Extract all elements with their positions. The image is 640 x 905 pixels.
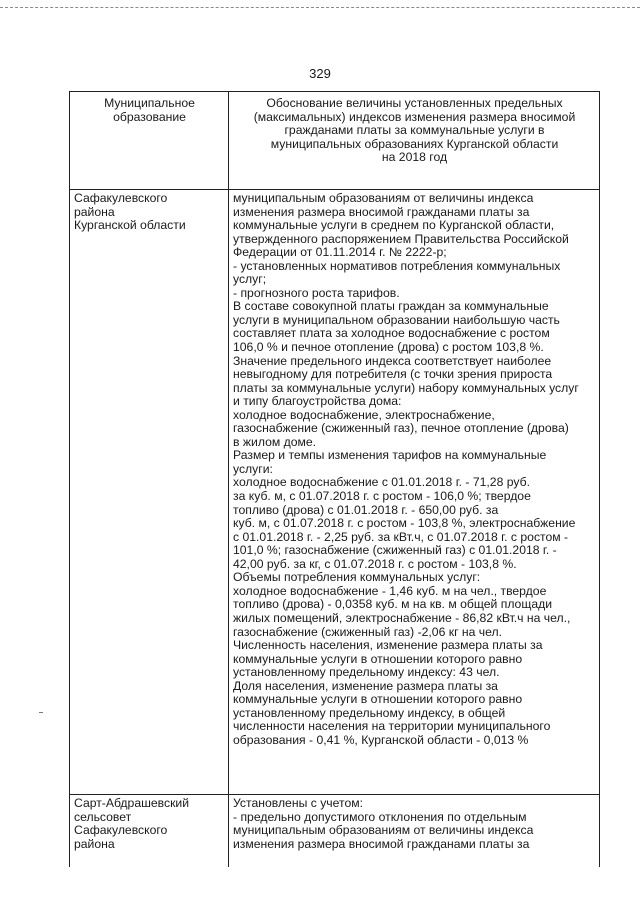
text-line: установленному предельному индексу: 43 чел.	[233, 665, 500, 680]
table-row	[70, 795, 600, 868]
text-line: изменения размера вносимой гражданами платы за	[233, 204, 530, 219]
text-line: 42,00 руб. за кг, с 01.07.2018 г. с ростом - 103,8 %.	[233, 556, 517, 571]
text-line: образования - 0,41 %, Курганской области - 0,013 %	[233, 732, 529, 747]
text-line: численности населения на территории муниципального	[233, 719, 551, 734]
justification-cell	[229, 795, 600, 868]
text-line: холодное водоснабжение, электроснабжение,	[233, 407, 495, 422]
text-line: Доля населения, изменение размера платы за	[233, 678, 498, 693]
text-line: невыгодному для потребителя (с точки зрения прироста	[233, 367, 553, 382]
header-text-line: гражданами платы за коммунальные услуги в	[284, 123, 545, 138]
header-justification	[229, 92, 600, 190]
text-line: района	[74, 204, 115, 219]
text-line: Объемы потребления коммунальных услуг:	[233, 570, 481, 585]
text-line: в жилом доме.	[233, 434, 317, 449]
text-line: изменения размера вносимой гражданами платы за	[233, 836, 530, 851]
table-row	[70, 190, 600, 795]
text-line: коммунальные услуги в среднем по Курганской области,	[233, 218, 555, 233]
header-text-line: образование	[113, 109, 186, 124]
text-line: жилых помещений, электроснабжение - 86,82 кВт.ч на чел.,	[233, 610, 571, 625]
text-line: топливо (дрова) - 0,0358 куб. м на кв. м общей площади	[233, 597, 553, 612]
text-line: платы за коммунальные услуги) набору коммунальных услуг	[233, 380, 579, 395]
text-line: составляет плата за холодное водоснабжение с ростом	[233, 326, 550, 341]
text-line: сельсовет	[74, 809, 132, 824]
text-line: услуги в муниципальном образовании наибольшую часть	[233, 312, 560, 327]
text-line: коммунальные услуги в отношении которого равно	[233, 651, 523, 666]
text-line: за куб. м, с 01.07.2018 г. с ростом - 106,0 %; твердое	[233, 489, 531, 504]
text-line: Значение предельного индекса соответствует наиболее	[233, 353, 552, 368]
text-line: холодное водоснабжение с 01.01.2018 г. - 71,28 руб.	[233, 475, 530, 490]
text-line: газоснабжение (сжиженный газ) -2,06 кг на чел.	[233, 624, 503, 639]
top-dashed-rule	[0, 7, 640, 8]
text-line: холодное водоснабжение - 1,46 куб. м на чел., твердое	[233, 583, 547, 598]
text-line: - прогнозного роста тарифов.	[233, 285, 400, 300]
municipality-cell	[70, 795, 229, 868]
header-text-line: Муниципальное	[104, 96, 195, 110]
text-line: Установлены с учетом:	[233, 796, 363, 810]
text-line: В составе совокупной платы граждан за коммунальные	[233, 299, 549, 314]
text-line: утвержденного распоряжением Правительства Российской	[233, 231, 569, 246]
text-line: и типу благоустройства дома:	[233, 394, 402, 409]
justification-table	[69, 91, 600, 867]
margin-mark	[39, 712, 43, 713]
text-line: района	[74, 836, 115, 851]
text-line: газоснабжение (сжиженный газ), печное отопление (дрова)	[233, 421, 569, 436]
header-text-line: (максимальных) индексов изменения размера вносимой	[253, 109, 576, 124]
text-line: - установленных нормативов потребления коммунальных	[233, 258, 561, 273]
header-text-line: муниципальных образованиях Курганской области	[270, 136, 559, 151]
page-number: 329	[309, 66, 331, 81]
text-line: услуг;	[233, 272, 267, 287]
text-line: с 01.01.2018 г. - 2,25 руб. за кВт.ч, с 01.07.2018 г. с ростом -	[233, 529, 569, 544]
text-line: Численность населения, изменение размера платы за	[233, 638, 543, 653]
table-header-row	[70, 92, 600, 190]
municipality-cell	[70, 190, 229, 795]
text-line: Сарт-Абдрашевский	[74, 796, 190, 810]
text-line: услуги:	[233, 461, 273, 476]
text-line: муниципальным образованиям от величины индекса	[233, 823, 534, 838]
text-line: Размер и темпы изменения тарифов на коммунальные	[233, 448, 547, 463]
text-line: Курганской области	[74, 218, 186, 233]
text-line: коммунальные услуги в отношении которого равно	[233, 692, 523, 707]
text-line: Сафакулевского	[74, 823, 168, 838]
text-line: Федерации от 01.11.2014 г. № 2222-р;	[233, 245, 447, 260]
text-line: муниципальным образованиям от величины индекса	[233, 191, 534, 205]
text-line: - предельно допустимого отклонения по отдельным	[233, 809, 527, 824]
text-line: установленному предельному индексу, в общей	[233, 705, 506, 720]
header-municipality	[70, 92, 229, 190]
justification-cell	[229, 190, 600, 795]
text-line: куб. м, с 01.07.2018 г. с ростом - 103,8 %, электроснабжение	[233, 516, 576, 531]
text-line: 101,0 %; газоснабжение (сжиженный газ) с 01.01.2018 г. -	[233, 543, 557, 558]
header-text-line: на 2018 год	[381, 150, 448, 165]
text-line: топливо (дрова) с 01.01.2018 г. - 650,00 руб. за	[233, 502, 499, 517]
text-line: Сафакулевского	[74, 191, 168, 205]
text-line: 106,0 % и печное отопление (дрова) с ростом 103,8 %.	[233, 340, 544, 355]
header-text-line: Обоснование величины установленных предельных	[266, 96, 563, 110]
